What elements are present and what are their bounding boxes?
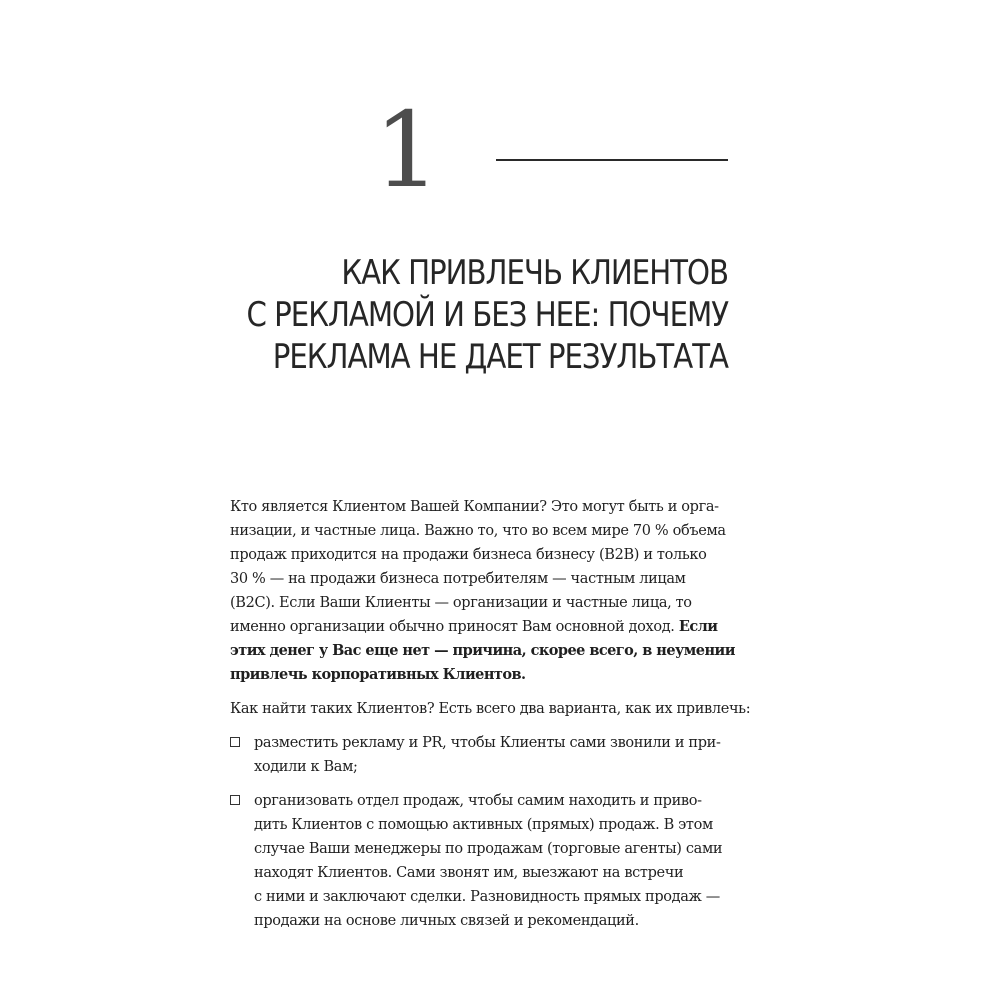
chapter-title-line: С РЕКЛАМОЙ И БЕЗ НЕЕ: ПОЧЕМУ <box>246 295 728 335</box>
text-line: низации, и частные лица. Важно то, что во всем мире 70 % объема <box>230 523 726 539</box>
checkbox-bullet-icon <box>230 737 240 747</box>
text-line: с ними и заключают сделки. Разновидность прямых продаж — <box>254 889 720 905</box>
checkbox-bullet-icon <box>230 795 240 805</box>
list-item <box>230 789 728 933</box>
list-item <box>230 731 728 779</box>
intro-paragraph <box>230 495 735 687</box>
text-plain: именно организации обычно приносят Вам основной доход. <box>230 619 675 635</box>
text-line: дить Клиентов с помощью активных (прямых) продаж. В этом <box>254 817 713 833</box>
text-line: организовать отдел продаж, чтобы самим находить и приво- <box>254 793 702 809</box>
bold-text: Если <box>678 618 718 635</box>
text-line <box>230 615 728 639</box>
text-line: продажи на основе личных связей и рекомендаций. <box>254 913 639 929</box>
chapter-title-line: КАК ПРИВЛЕЧЬ КЛИЕНТОВ <box>341 253 728 293</box>
text-line: ходили к Вам; <box>254 759 358 775</box>
bold-text-line: привлечь корпоративных Клиентов. <box>230 666 526 683</box>
chapter-title-line: РЕКЛАМА НЕ ДАЕТ РЕЗУЛЬТАТА <box>272 337 728 377</box>
question-paragraph: Как найти таких Клиентов? Есть всего два варианта, как их привлечь: <box>230 701 751 717</box>
text-line: разместить рекламу и PR, чтобы Клиенты сами звонили и при- <box>254 735 721 751</box>
text-line: (B2C). Если Ваши Клиенты — организации и частные лица, то <box>230 595 692 611</box>
bold-text-line: этих денег у Вас еще нет — причина, скорее всего, в неумении <box>230 642 735 659</box>
text-line: находят Клиентов. Сами звонят им, выезжают на встречи <box>254 865 684 881</box>
chapter-rule <box>496 159 728 161</box>
options-list <box>230 731 728 933</box>
chapter-number: 1 <box>374 89 441 211</box>
text-line: Кто является Клиентом Вашей Компании? Это могут быть и орга- <box>230 499 719 515</box>
text-line: случае Ваши менеджеры по продажам (торговые агенты) сами <box>254 841 723 857</box>
chapter-title <box>246 252 728 378</box>
text-line: продаж приходится на продажи бизнеса бизнесу (B2B) и только <box>230 547 707 563</box>
text-line: 30 % — на продажи бизнеса потребителям — частным лицам <box>230 571 686 587</box>
body-text <box>230 495 751 943</box>
